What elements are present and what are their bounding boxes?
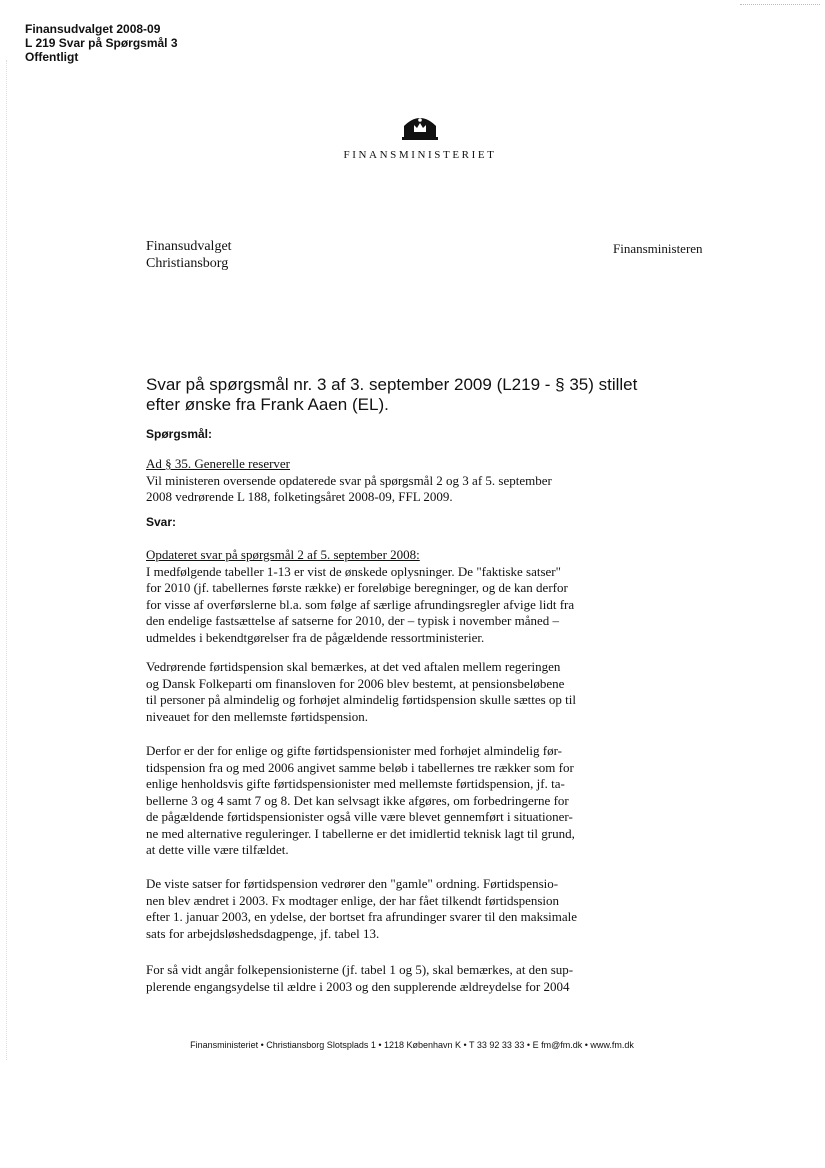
paragraph-line: De viste satser for førtidspension vedrører den "gamle" ordning. Førtidspensio- — [146, 876, 559, 891]
question-line: Vil ministeren oversende opdaterede svar på spørgsmål 2 og 3 af 5. september — [146, 472, 552, 488]
paragraph-line: og Dansk Folkeparti om finansloven for 2006 blev bestemt, at pensionsbeløbene — [146, 675, 565, 691]
answer-label: Svar: — [146, 515, 177, 529]
scan-edge-left — [6, 60, 7, 1060]
document-stamp — [25, 22, 178, 64]
question-section — [146, 456, 606, 506]
paragraph-line: ne med alternative reguleringer. I tabellerne er det imidlertid teknisk lagt til grund, — [146, 825, 575, 841]
stamp-line-1: Finansudvalget 2008-09 — [25, 22, 161, 36]
sender: Finansministeren — [613, 241, 703, 256]
paragraph-line: den endelige fastsættelse af satserne for 2010, der – typisk i november måned – — [146, 613, 559, 628]
answer-paragraph-4 — [146, 876, 606, 942]
heading-line-1: Svar på spørgsmål nr. 3 af 3. september 2009 (L219 - § 35) stillet — [146, 375, 638, 394]
paragraph-line: plerende engangsydelse til ældre i 2003 og den supplerende ældreydelse for 2004 — [146, 978, 570, 994]
paragraph-line: Derfor er der for enlige og gifte førtidspensionister med forhøjet almindelig før- — [146, 743, 562, 758]
document-heading — [146, 375, 638, 415]
paragraph-line: for 2010 (jf. tabellernes første række) er foreløbige beregninger, og de kan derfor — [146, 580, 568, 595]
stamp-line-3: Offentligt — [25, 50, 79, 64]
recipient-address — [146, 238, 232, 272]
paragraph-line: efter 1. januar 2003, en ydelse, der bortset fra afrundinger svarer til den maksimale — [146, 909, 577, 924]
paragraph-line: sats for arbejdsløshedsdagpenge, jf. tabel 13. — [146, 925, 380, 941]
paragraph-line: nen blev ændret i 2003. Fx modtager enlige, der har fået tilkendt førtidspension — [146, 892, 560, 908]
paragraph-line: tidspension fra og med 2006 angivet samme beløb i tabellernes tre rækker som for — [146, 759, 574, 775]
heading-line-2: efter ønske fra Frank Aaen (EL). — [146, 395, 389, 414]
answer-paragraph-5 — [146, 962, 606, 995]
paragraph-line: For så vidt angår folkepensionisterne (jf. tabel 1 og 5), skal bemærkes, at den sup- — [146, 962, 574, 977]
ministry-logo — [340, 112, 500, 161]
paragraph-line: niveauet for den mellemste førtidspension. — [146, 708, 369, 724]
answer-paragraph-2 — [146, 659, 606, 725]
paragraph-line: Vedrørende førtidspension skal bemærkes, at det ved aftalen mellem regeringen — [146, 659, 561, 674]
crown-crest-icon — [400, 112, 440, 140]
letterhead-footer: Finansministeriet • Christiansborg Slotsplads 1 • 1218 København K • T 33 92 33 33 • E fm@fm.dk • www.fm.dk — [190, 1040, 634, 1050]
question-label: Spørgsmål: — [146, 427, 213, 441]
paragraph-line: de pågældende førtidspensionister også ville være blevet gennemført i situationer- — [146, 809, 573, 824]
answer-paragraph-1 — [146, 547, 606, 646]
answer-paragraph-3 — [146, 743, 606, 859]
recipient-line-1: Finansudvalget — [146, 239, 232, 254]
answer-subhead: Opdateret svar på spørgsmål 2 af 5. september 2008: — [146, 547, 420, 562]
paragraph-line: enlige henholdsvis gifte førtidspensionister med mellemste førtidspension, jf. ta- — [146, 776, 565, 791]
paragraph-line: udmeldes i bekendtgørelser fra de pågældende ressortministerier. — [146, 629, 485, 645]
stamp-line-2: L 219 Svar på Spørgsmål 3 — [25, 36, 178, 50]
paragraph-line: bellerne 3 og 4 samt 7 og 8. Det kan selvsagt ikke afgøres, om forbedringerne for — [146, 792, 569, 808]
paragraph-line: at dette ville være tilfældet. — [146, 842, 289, 857]
paragraph-line: til personer på almindelig og forhøjet almindelig førtidspension skulle sættes op til — [146, 692, 577, 707]
paragraph-line: I medfølgende tabeller 1-13 er vist de ønskede oplysninger. De "faktiske satser" — [146, 563, 561, 579]
scan-edge-top — [740, 4, 820, 5]
question-subhead: Ad § 35. Generelle reserver — [146, 456, 291, 471]
recipient-line-2: Christiansborg — [146, 256, 229, 271]
question-line: 2008 vedrørende L 188, folketingsåret 2008-09, FFL 2009. — [146, 489, 453, 504]
ministry-name: FINANSMINISTERIET — [343, 149, 497, 161]
paragraph-line: for visse af overførslerne bl.a. som følge af særlige afrundingsregler afvige lidt fra — [146, 596, 575, 612]
